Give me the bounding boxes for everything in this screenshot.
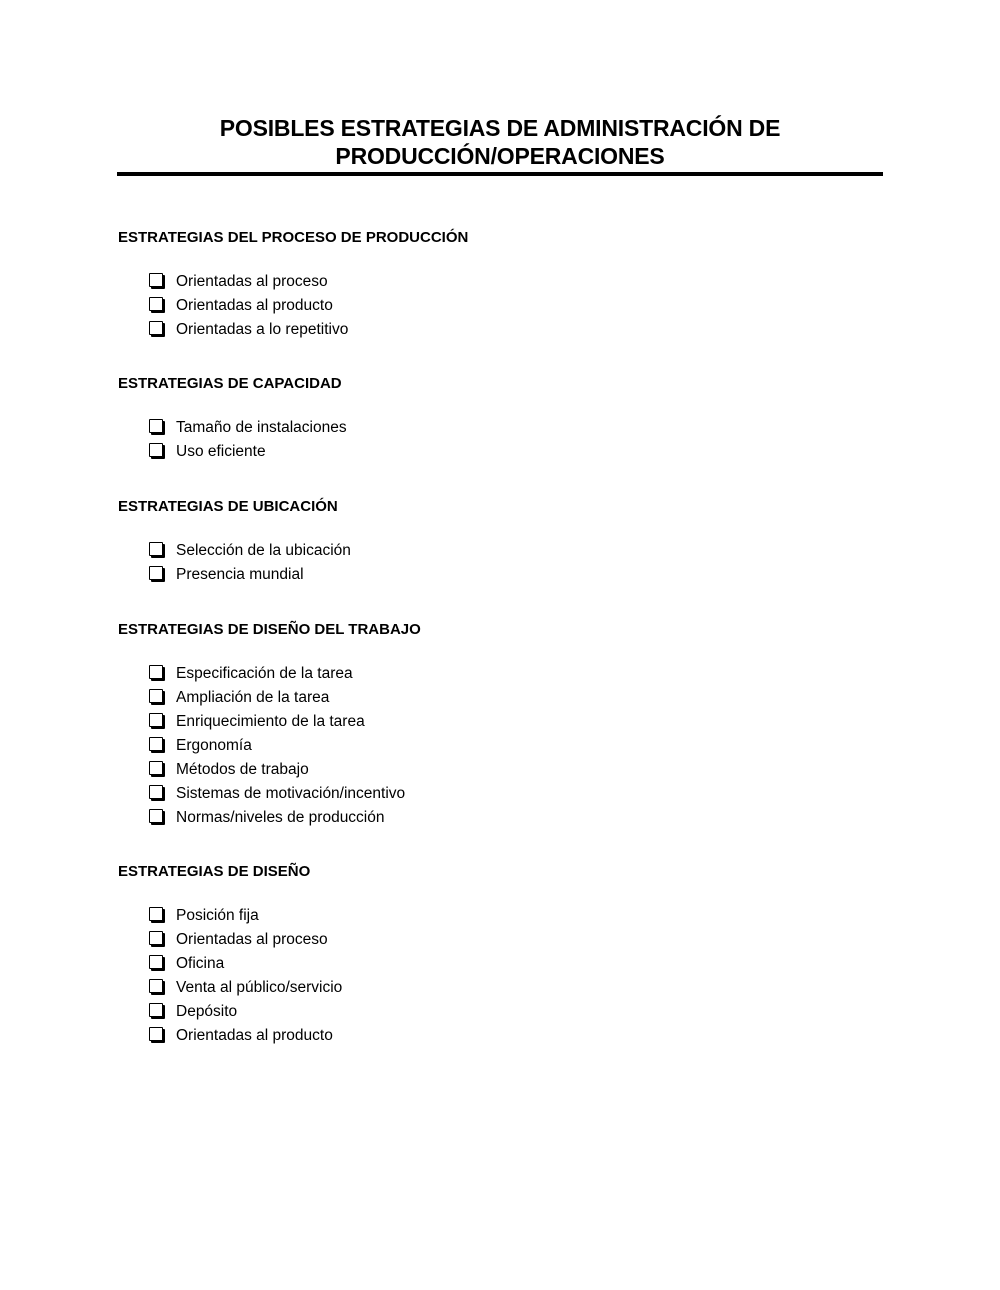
checkbox-icon[interactable] (149, 931, 163, 945)
checkbox-icon[interactable] (149, 785, 163, 799)
checklist-item-label: Orientadas a lo repetitivo (176, 321, 349, 338)
checkbox-icon[interactable] (149, 443, 163, 457)
page-title (117, 114, 883, 170)
checklist-item (118, 270, 878, 294)
section-heading: ESTRATEGIAS DE DISEÑO (118, 863, 311, 880)
checkbox-icon[interactable] (149, 689, 163, 703)
checklist-item-label: Métodos de trabajo (176, 761, 309, 778)
checklist (118, 270, 878, 342)
page-title-line-2: PRODUCCIÓN/OPERACIONES (335, 143, 665, 169)
checkbox-icon[interactable] (149, 1027, 163, 1041)
section-capacidad (118, 374, 878, 464)
checklist (118, 904, 878, 1048)
checkbox-icon[interactable] (149, 321, 163, 335)
section-diseno (118, 862, 878, 1048)
checkbox-icon[interactable] (149, 737, 163, 751)
section-heading: ESTRATEGIAS DEL PROCESO DE PRODUCCIÓN (118, 229, 469, 246)
checklist-item-label: Selección de la ubicación (176, 542, 351, 559)
checklist-item (118, 710, 878, 734)
section-diseno-trabajo (118, 620, 878, 830)
checklist-item (118, 1000, 878, 1024)
checkbox-icon[interactable] (149, 955, 163, 969)
checklist-item (118, 416, 878, 440)
checklist-item (118, 928, 878, 952)
checkbox-icon[interactable] (149, 566, 163, 580)
checklist-item-label: Ampliación de la tarea (176, 689, 330, 706)
checkbox-icon[interactable] (149, 297, 163, 311)
checkbox-icon[interactable] (149, 907, 163, 921)
checklist-item-label: Uso eficiente (176, 443, 266, 460)
checkbox-icon[interactable] (149, 809, 163, 823)
checklist-item (118, 952, 878, 976)
checklist-item-label: Tamaño de instalaciones (176, 419, 347, 436)
checklist-item (118, 1024, 878, 1048)
checkbox-icon[interactable] (149, 419, 163, 433)
checklist-item-label: Especificación de la tarea (176, 665, 353, 682)
checklist-item (118, 734, 878, 758)
section-heading: ESTRATEGIAS DE UBICACIÓN (118, 498, 338, 515)
checkbox-icon[interactable] (149, 665, 163, 679)
checklist-item (118, 662, 878, 686)
checklist-item-label: Sistemas de motivación/incentivo (176, 785, 406, 802)
page-title-line-1: POSIBLES ESTRATEGIAS DE ADMINISTRACIÓN DE (219, 115, 781, 141)
checklist-item (118, 563, 878, 587)
checklist-item-label: Orientadas al producto (176, 1027, 333, 1044)
title-rule (117, 172, 883, 176)
checklist (118, 416, 878, 464)
checklist-item-label: Presencia mundial (176, 566, 304, 583)
checklist-item (118, 782, 878, 806)
checklist-item (118, 904, 878, 928)
section-heading: ESTRATEGIAS DE CAPACIDAD (118, 375, 342, 392)
checklist (118, 662, 878, 830)
checkbox-icon[interactable] (149, 713, 163, 727)
checklist-item-label: Ergonomía (176, 737, 252, 754)
checklist-item-label: Venta al público/servicio (176, 979, 343, 996)
checklist-item-label: Orientadas al proceso (176, 931, 328, 948)
checklist-item (118, 440, 878, 464)
checkbox-icon[interactable] (149, 273, 163, 287)
checklist-item (118, 758, 878, 782)
checklist-item (118, 318, 878, 342)
checklist-item-label: Normas/niveles de producción (176, 809, 385, 826)
checklist-item-label: Orientadas al producto (176, 297, 333, 314)
checklist-item (118, 539, 878, 563)
checklist-item (118, 294, 878, 318)
checklist-item-label: Orientadas al proceso (176, 273, 328, 290)
checklist-item-label: Oficina (176, 955, 225, 972)
section-ubicacion (118, 497, 878, 587)
checklist-item-label: Depósito (176, 1003, 238, 1020)
checkbox-icon[interactable] (149, 761, 163, 775)
checkbox-icon[interactable] (149, 1003, 163, 1017)
checkbox-icon[interactable] (149, 979, 163, 993)
checklist-item (118, 686, 878, 710)
checklist-item (118, 806, 878, 830)
section-proceso-produccion (118, 228, 878, 342)
checklist (118, 539, 878, 587)
checklist-item-label: Enriquecimiento de la tarea (176, 713, 365, 730)
section-heading: ESTRATEGIAS DE DISEÑO DEL TRABAJO (118, 621, 421, 638)
checklist-item-label: Posición fija (176, 907, 259, 924)
checklist-item (118, 976, 878, 1000)
checkbox-icon[interactable] (149, 542, 163, 556)
